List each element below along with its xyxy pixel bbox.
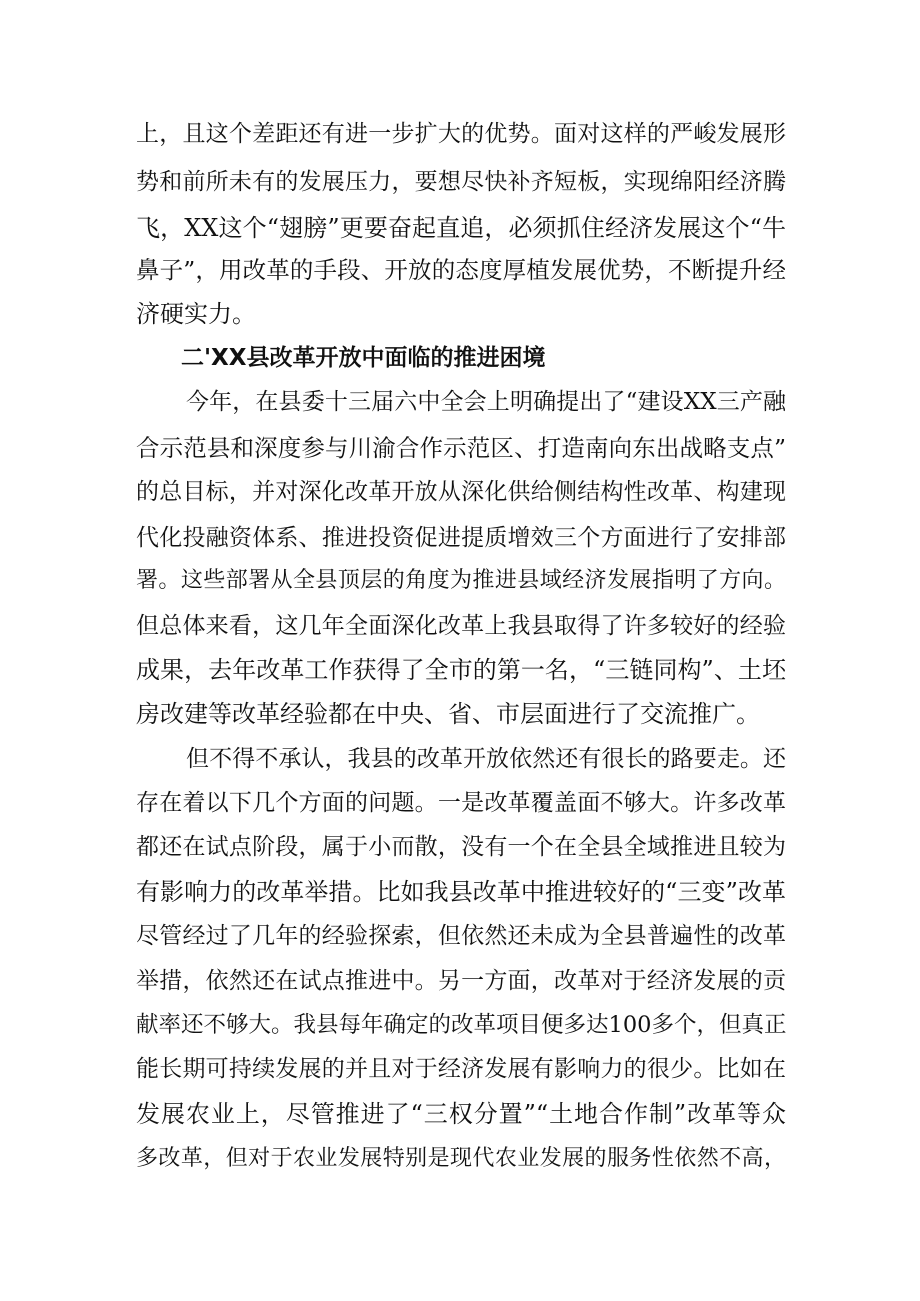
paragraph-3-line-9: 发展农业上，尽管推进了“三权分置”“土地合作制”改革等众 — [136, 1100, 786, 1128]
paragraph-2-line-1: 今年，在县委十三届六中全会上明确提出了“建设XX三产融 — [186, 389, 786, 415]
paragraph-2-line-7: 成果，去年改革工作获得了全市的第一名，“三链同构”、土坯 — [136, 656, 786, 684]
paragraph-3-line-5: 尽管经过了几年的经验探索，但依然还未成为全县普遍性的改革 — [136, 923, 786, 949]
paragraph-2-line-6: 但总体来看，这几年全面深化改革上我县取得了许多较好的经验 — [136, 613, 786, 639]
paragraph-2-line-5: 署。这些部署从全县顶层的角度为推进县域经济发展指明了方向。 — [136, 568, 786, 593]
paragraph-1-line-1: 上，且这个差距还有进一步扩大的优势。面对这样的严峻发展形 — [136, 121, 786, 147]
paragraph-2-line-4: 代化投融资体系、推进投资促进提质增效三个方面进行了安排部 — [136, 525, 786, 551]
paragraph-3-line-1: 但不得不承认，我县的改革开放依然还有很长的路要走。还 — [186, 746, 786, 772]
paragraph-3-line-4: 有影响力的改革举措。比如我县改革中推进较好的“三变”改革 — [136, 878, 786, 906]
paragraph-1-line-2: 势和前所未有的发展压力，要想尽快补齐短板，实现绵阳经济腾 — [136, 169, 786, 195]
paragraph-2-line-2: 合示范县和深度参与川渝合作示范区、打造南向东出战略支点” — [136, 434, 786, 462]
paragraph-3-line-10: 多改革，但对于农业发展特别是现代农业发展的服务性依然不高， — [136, 1146, 786, 1171]
section-heading: 二'XX县改革开放中面临的推进困境 — [181, 345, 546, 371]
paragraph-2-line-8: 房改建等改革经验都在中央、省、市层面进行了交流推广。 — [136, 700, 760, 728]
paragraph-2-line-3: 的总目标，并对深化改革开放从深化供给侧结构性改革、构建现 — [136, 479, 786, 505]
paragraph-3-line-6: 举措，依然还在试点推进中。另一方面，改革对于经济发展的贡 — [136, 968, 786, 994]
paragraph-3-line-7: 献率还不够大。我县每年确定的改革项目便多达100多个，但真正 — [136, 1012, 787, 1038]
paragraph-1-line-4: 鼻子”，用改革的手段、开放的态度厚植发展优势，不断提升经 — [136, 256, 786, 284]
paragraph-3-line-2: 存在着以下几个方面的问题。一是改革覆盖面不够大。许多改革 — [136, 790, 786, 816]
paragraph-3-line-3: 都还在试点阶段，属于小而散，没有一个在全县全域推进且较为 — [136, 834, 786, 860]
paragraph-1-line-5: 济硬实力。 — [136, 300, 256, 328]
paragraph-1-line-3: 飞，XX这个“翅膀”更要奋起直追，必须抓住经济发展这个“牛 — [136, 214, 786, 242]
paragraph-3-line-8: 能长期可持续发展的并且对于经济发展有影响力的很少。比如在 — [136, 1056, 786, 1082]
